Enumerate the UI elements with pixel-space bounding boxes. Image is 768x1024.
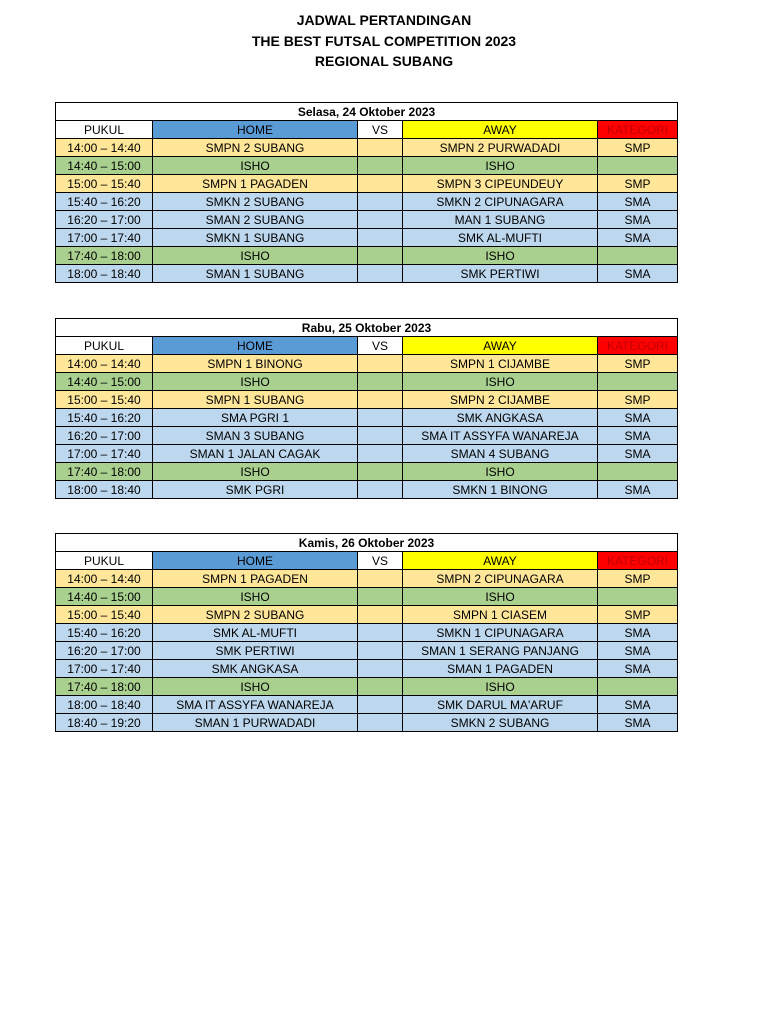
vs-cell [358, 642, 403, 660]
home-team: ISHO [153, 588, 358, 606]
schedule-table-day-3 [55, 533, 678, 732]
header-row [56, 552, 678, 570]
home-team: SMKN 2 SUBANG [153, 193, 358, 211]
match-row [56, 355, 678, 373]
match-row [56, 229, 678, 247]
day-date: Selasa, 24 Oktober 2023 [56, 103, 678, 121]
match-row [56, 175, 678, 193]
away-team: SMPN 3 CIPEUNDEUY [403, 175, 598, 193]
match-category: SMA [598, 660, 678, 678]
vs-cell [358, 373, 403, 391]
header-away: AWAY [403, 121, 598, 139]
match-time: 15:40 – 16:20 [56, 193, 153, 211]
away-team: SMK ANGKASA [403, 409, 598, 427]
home-team: SMKN 1 SUBANG [153, 229, 358, 247]
match-row [56, 696, 678, 714]
match-row [56, 445, 678, 463]
header-pukul: PUKUL [56, 552, 153, 570]
match-time: 14:00 – 14:40 [56, 139, 153, 157]
match-time: 15:00 – 15:40 [56, 175, 153, 193]
vs-cell [358, 265, 403, 283]
home-team: ISHO [153, 463, 358, 481]
match-category: SMP [598, 570, 678, 588]
vs-cell [358, 391, 403, 409]
match-row [56, 588, 678, 606]
away-team: SMKN 2 CIPUNAGARA [403, 193, 598, 211]
home-team: SMAN 1 PURWADADI [153, 714, 358, 732]
match-category: SMA [598, 624, 678, 642]
away-team: SMK DARUL MA'ARUF [403, 696, 598, 714]
match-category: SMA [598, 193, 678, 211]
match-time: 15:00 – 15:40 [56, 391, 153, 409]
match-time: 17:00 – 17:40 [56, 660, 153, 678]
match-row [56, 409, 678, 427]
vs-cell [358, 660, 403, 678]
match-row [56, 463, 678, 481]
match-time: 14:40 – 15:00 [56, 588, 153, 606]
match-time: 18:00 – 18:40 [56, 265, 153, 283]
vs-cell [358, 624, 403, 642]
match-time: 15:00 – 15:40 [56, 606, 153, 624]
match-category: SMA [598, 642, 678, 660]
vs-cell [358, 427, 403, 445]
match-category: SMA [598, 714, 678, 732]
away-team: SMA IT ASSYFA WANAREJA [403, 427, 598, 445]
match-row [56, 265, 678, 283]
home-team: ISHO [153, 157, 358, 175]
vs-cell [358, 139, 403, 157]
match-category [598, 157, 678, 175]
match-category: SMA [598, 409, 678, 427]
home-team: SMAN 1 JALAN CAGAK [153, 445, 358, 463]
header-vs: VS [358, 552, 403, 570]
match-category [598, 247, 678, 265]
match-row [56, 139, 678, 157]
match-time: 17:00 – 17:40 [56, 445, 153, 463]
match-category: SMA [598, 229, 678, 247]
match-time: 14:00 – 14:40 [56, 355, 153, 373]
match-row [56, 193, 678, 211]
vs-cell [358, 409, 403, 427]
match-category: SMA [598, 445, 678, 463]
title-line-1: JADWAL PERTANDINGAN [296, 12, 472, 28]
match-row [56, 211, 678, 229]
header-pukul: PUKUL [56, 121, 153, 139]
match-time: 15:40 – 16:20 [56, 624, 153, 642]
match-time: 16:20 – 17:00 [56, 642, 153, 660]
match-category: SMP [598, 355, 678, 373]
away-team: SMPN 2 CIPUNAGARA [403, 570, 598, 588]
match-time: 14:00 – 14:40 [56, 570, 153, 588]
home-team: SMAN 1 SUBANG [153, 265, 358, 283]
match-row [56, 642, 678, 660]
match-row [56, 391, 678, 409]
schedule-table-day-1 [55, 102, 678, 283]
match-time: 16:20 – 17:00 [56, 211, 153, 229]
match-category: SMA [598, 427, 678, 445]
header-away: AWAY [403, 337, 598, 355]
home-team: SMK AL-MUFTI [153, 624, 358, 642]
away-team: SMPN 1 CIASEM [403, 606, 598, 624]
vs-cell [358, 229, 403, 247]
day-date: Rabu, 25 Oktober 2023 [56, 319, 678, 337]
home-team: SMAN 3 SUBANG [153, 427, 358, 445]
match-category: SMP [598, 175, 678, 193]
home-team: SMAN 2 SUBANG [153, 211, 358, 229]
home-team: SMPN 1 SUBANG [153, 391, 358, 409]
away-team: ISHO [403, 157, 598, 175]
title-line-3: REGIONAL SUBANG [314, 53, 454, 69]
day-date: Kamis, 26 Oktober 2023 [56, 534, 678, 552]
match-row [56, 427, 678, 445]
vs-cell [358, 175, 403, 193]
vs-cell [358, 157, 403, 175]
header-row [56, 121, 678, 139]
vs-cell [358, 678, 403, 696]
match-category: SMP [598, 139, 678, 157]
away-team: SMK AL-MUFTI [403, 229, 598, 247]
away-team: SMPN 1 CIJAMBE [403, 355, 598, 373]
vs-cell [358, 445, 403, 463]
away-team: SMAN 1 SERANG PANJANG [403, 642, 598, 660]
match-category: SMA [598, 211, 678, 229]
vs-cell [358, 193, 403, 211]
away-team: ISHO [403, 678, 598, 696]
home-team: SMK PGRI [153, 481, 358, 499]
match-row [56, 606, 678, 624]
match-time: 17:00 – 17:40 [56, 229, 153, 247]
match-category: SMP [598, 606, 678, 624]
away-team: ISHO [403, 373, 598, 391]
away-team: SMKN 1 CIPUNAGARA [403, 624, 598, 642]
match-row [56, 714, 678, 732]
match-time: 18:00 – 18:40 [56, 481, 153, 499]
vs-cell [358, 481, 403, 499]
title-line-2: THE BEST FUTSAL COMPETITION 2023 [251, 32, 517, 49]
header-kategori: KATEGORI [598, 337, 678, 355]
home-team: SMK ANGKASA [153, 660, 358, 678]
away-team: SMPN 2 CIJAMBE [403, 391, 598, 409]
match-time: 15:40 – 16:20 [56, 409, 153, 427]
home-team: ISHO [153, 247, 358, 265]
home-team: ISHO [153, 373, 358, 391]
away-team: MAN 1 SUBANG [403, 211, 598, 229]
match-row [56, 660, 678, 678]
match-category [598, 588, 678, 606]
match-time: 17:40 – 18:00 [56, 463, 153, 481]
header-vs: VS [358, 121, 403, 139]
match-time: 16:20 – 17:00 [56, 427, 153, 445]
vs-cell [358, 570, 403, 588]
vs-cell [358, 355, 403, 373]
away-team: ISHO [403, 588, 598, 606]
header-pukul: PUKUL [56, 337, 153, 355]
vs-cell [358, 247, 403, 265]
match-row [56, 570, 678, 588]
match-time: 18:00 – 18:40 [56, 696, 153, 714]
away-team: SMKN 1 BINONG [403, 481, 598, 499]
match-time: 17:40 – 18:00 [56, 247, 153, 265]
match-time: 14:40 – 15:00 [56, 157, 153, 175]
match-row [56, 157, 678, 175]
header-vs: VS [358, 337, 403, 355]
home-team: SMPN 1 PAGADEN [153, 570, 358, 588]
schedule-table-day-2 [55, 318, 678, 499]
match-category [598, 463, 678, 481]
away-team: SMAN 1 PAGADEN [403, 660, 598, 678]
match-row [56, 481, 678, 499]
home-team: SMPN 2 SUBANG [153, 606, 358, 624]
match-category: SMP [598, 391, 678, 409]
away-team: SMPN 2 PURWADADI [403, 139, 598, 157]
home-team: SMA PGRI 1 [153, 409, 358, 427]
vs-cell [358, 696, 403, 714]
match-row [56, 373, 678, 391]
match-row [56, 247, 678, 265]
header-away: AWAY [403, 552, 598, 570]
away-team: ISHO [403, 463, 598, 481]
vs-cell [358, 463, 403, 481]
vs-cell [358, 211, 403, 229]
home-team: SMPN 1 PAGADEN [153, 175, 358, 193]
header-row [56, 337, 678, 355]
match-time: 18:40 – 19:20 [56, 714, 153, 732]
away-team: SMAN 4 SUBANG [403, 445, 598, 463]
home-team: ISHO [153, 678, 358, 696]
home-team: SMA IT ASSYFA WANAREJA [153, 696, 358, 714]
home-team: SMPN 2 SUBANG [153, 139, 358, 157]
header-home: HOME [153, 552, 358, 570]
match-row [56, 624, 678, 642]
match-category: SMA [598, 696, 678, 714]
header-kategori: KATEGORI [598, 552, 678, 570]
match-category [598, 678, 678, 696]
vs-cell [358, 588, 403, 606]
away-team: SMK PERTIWI [403, 265, 598, 283]
match-category: SMA [598, 265, 678, 283]
header-home: HOME [153, 121, 358, 139]
vs-cell [358, 714, 403, 732]
match-time: 17:40 – 18:00 [56, 678, 153, 696]
match-row [56, 678, 678, 696]
header-kategori: KATEGORI [598, 121, 678, 139]
home-team: SMK PERTIWI [153, 642, 358, 660]
away-team: ISHO [403, 247, 598, 265]
match-category [598, 373, 678, 391]
header-home: HOME [153, 337, 358, 355]
match-category: SMA [598, 481, 678, 499]
home-team: SMPN 1 BINONG [153, 355, 358, 373]
vs-cell [358, 606, 403, 624]
match-time: 14:40 – 15:00 [56, 373, 153, 391]
document-title [0, 10, 768, 72]
away-team: SMKN 2 SUBANG [403, 714, 598, 732]
